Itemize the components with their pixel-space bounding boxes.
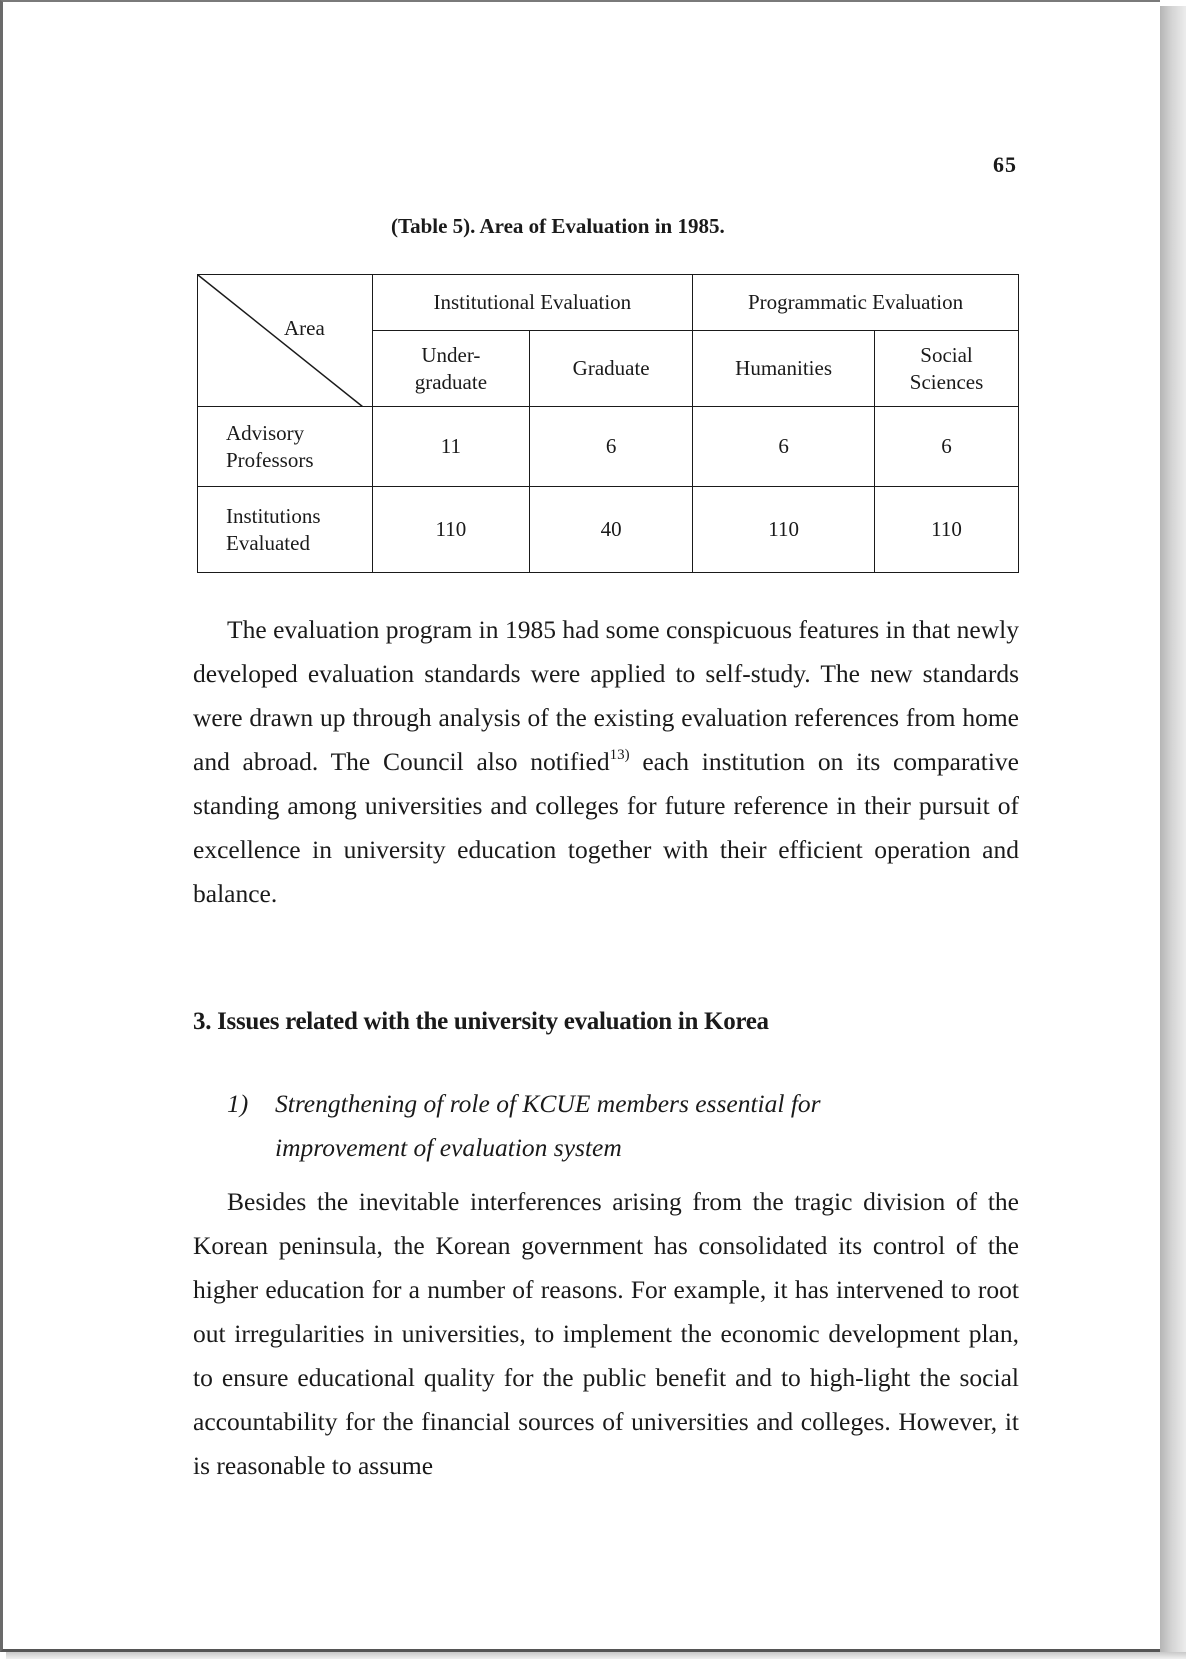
page-shadow-bottom	[6, 1652, 1186, 1659]
sub-header-undergraduate: Under- graduate	[372, 331, 530, 407]
page-number: 65	[993, 152, 1017, 177]
page-shadow-right	[1160, 6, 1186, 1659]
table-cell: 40	[530, 487, 693, 573]
group-header-programmatic: Programmatic Evaluation	[693, 275, 1019, 331]
section-heading: 3. Issues related with the university evaluation in Korea	[193, 1008, 769, 1035]
table-cell: 6	[693, 407, 875, 487]
subsection-title-line2: improvement of evaluation system	[275, 1133, 622, 1162]
subsection-number: 1)	[227, 1089, 249, 1118]
subsection-heading	[227, 1082, 1019, 1170]
paragraph-government-control: Besides the inevitable interferences arising from the tragic division of the Korean peninsula, the Korean government has consolidated its control of the higher education for a number of reasons. For example, it has intervened to root out irregularities in universities, to implement the economic development plan, to ensure educational quality for the public benefit and to high-light the social accountability for the financial sources of universities and colleges. However, it is reasonable to assume	[193, 1187, 1019, 1480]
table-caption: (Table 5). Area of Evaluation in 1985.	[391, 214, 725, 238]
footnote-reference: 13)	[609, 747, 630, 763]
paragraph-evaluation-program: The evaluation program in 1985 had some conspicuous features in that newly developed evaluation standards were applied to self-study. The new standards were drawn up through analysis of the existing evaluation references from home and abroad. The Council also notified$^{13)}$ each institution on its comparative standing among universities and colleges for future reference in their pursuit of excellence in university education together with their efficient operation and balance.	[193, 615, 1019, 908]
table-row	[198, 487, 1019, 573]
diagonal-divider	[198, 275, 363, 407]
evaluation-table	[197, 274, 1019, 573]
sub-header-graduate: Graduate	[530, 331, 693, 407]
table-cell: 110	[693, 487, 875, 573]
table-row	[198, 407, 1019, 487]
corner-label: Area	[284, 316, 325, 340]
table-cell: 110	[875, 487, 1019, 573]
group-header-institutional: Institutional Evaluation	[372, 275, 693, 331]
row-label-institutions-evaluated: Institutions Evaluated	[198, 487, 373, 573]
table-corner-cell	[198, 275, 373, 407]
row-label-advisory-professors: Advisory Professors	[198, 407, 373, 487]
table-cell: 6	[875, 407, 1019, 487]
table-cell: 110	[372, 487, 530, 573]
sub-header-social-sciences: Social Sciences	[875, 331, 1019, 407]
table-cell: 6	[530, 407, 693, 487]
table-cell: 11	[372, 407, 530, 487]
subsection-title-line1: Strengthening of role of KCUE members essential for	[275, 1089, 821, 1118]
sub-header-humanities: Humanities	[693, 331, 875, 407]
